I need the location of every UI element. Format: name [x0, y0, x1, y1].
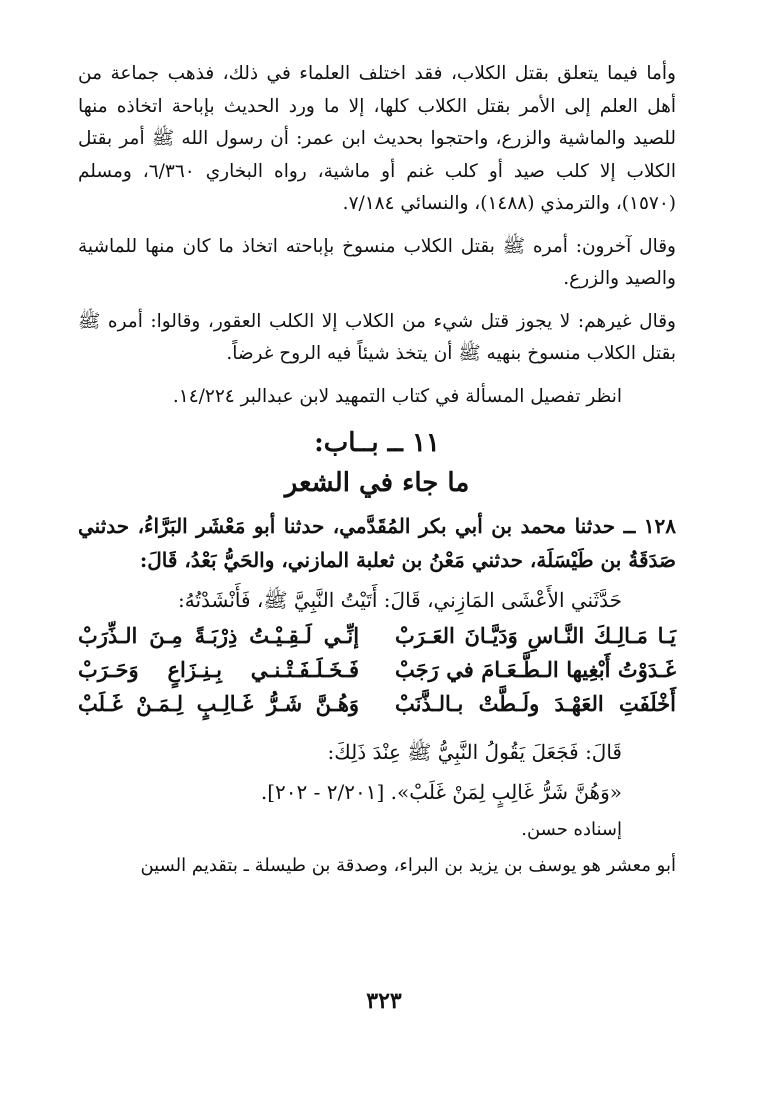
page-body — [78, 58, 676, 881]
verse-line — [78, 687, 676, 721]
paragraph-reference: انظر تفصيل المسألة في كتاب التمهيد لابن عبدالبر ١٤/٢٢٤. — [172, 385, 622, 407]
verse-first-hemistich: يَـا مَـالِـكَ النَّـاسِ وَدَيَّـانَ العَـرَبْ — [394, 623, 676, 648]
verse-line — [78, 653, 676, 687]
verse-line — [78, 619, 676, 653]
verse-first-hemistich: أَخْلَفَتِ العَهْـدَ ولَـطَّتْ بـالـذَّنَبْ — [394, 691, 676, 716]
chapter-number: ١١ ــ بــاب: — [314, 428, 440, 458]
verse-second-hemistich: فَـخَـلَـفَـتْـنـي بِـنِـزَاعٍ وَحَـرَبْ — [78, 657, 360, 682]
paragraph-other-view: وقال غيرهم: لا يجوز قتل شيء من الكلاب إلا الكلب العقور، وقالوا: أمره ﷺ بقتل الكلاب منسوخ بنهيه ﷺ أن يتخذ شيئاً فيه الروح غرضاً. — [78, 310, 676, 364]
page-number: ٣٢٣ — [366, 988, 402, 1014]
isnad-grade: إسناده حسن. — [521, 819, 622, 840]
hadith-intro: حَدَّثَني الأَعْشَى المَازِني، قَالَ: أَتَيْتُ النَّبِيَّ ﷺ، فَأَنْشَدْتُهُ: — [177, 588, 622, 612]
verse-first-hemistich: غَـدَوْتُ أَبْغِيها الـطَّـعَـامَ في رَجَبْ — [394, 657, 676, 682]
paragraph-dogs-killing: وأما فيما يتعلق بقتل الكلاب، فقد اختلف العلماء في ذلك، فذهب جماعة من أهل العلم إلى الأمر بقتل الكلاب كلها، إلا ما ورد الحديث بإباحة اتخاذه منها للصيد والماشية والزرع، واحتجوا بحديث ابن عمر: أن رسول الله ﷺ أمر بقتل الكلاب إلا كلب صيد أو كلب غنم أو ماشية، رواه البخاري ٦/٣٦٠، ومسلم (١٥٧٠)، والترمذي (١٤٨٨)، والنسائي ٧/١٨٤. — [78, 63, 677, 214]
paragraph-abrogation: وقال آخرون: أمره ﷺ بقتل الكلاب منسوخ بإباحته اتخاذ ما كان منها للماشية والصيد والزرع. — [78, 235, 676, 289]
verse-second-hemistich: إنِّـي لَـقِـيْـتُ ذِرْبَـةً مِـنَ الـذِّرَبْ — [78, 623, 360, 648]
hadith-quote: «وَهُنَّ شَرُّ غَالِبٍ لِمَنْ غَلَبْ». [٢/٢٠١ - ٢٠٢]. — [260, 780, 622, 804]
narrator-note: أبو معشر هو يوسف بن يزيد بن البراء، وصدقة بن طيسلة ـ بتقديم السين — [140, 855, 676, 876]
poem — [78, 619, 676, 721]
verse-second-hemistich: وَهُـنَّ شَـرُّ غَـالِـبٍ لِـمَـنْ غَـلَبْ — [78, 691, 360, 716]
hadith-chain: ١٢٨ ــ حدثنا محمد بن أبي بكر المُقَدَّمي، حدثنا أبو مَعْشَر البَرَّاءُ، حدثني صَدَقَةُ بن طَيْسَلَة، حدثني مَعْنُ بن ثعلبة المازني، والحَيُّ بَعْدُ، قَالَ: — [78, 514, 676, 572]
chapter-title: ما جاء في الشعر — [284, 468, 470, 498]
hadith-after: قَالَ: فَجَعَلَ يَقُولُ النَّبِيُّ ﷺ عِنْدَ ذَلِكَ: — [327, 740, 622, 764]
